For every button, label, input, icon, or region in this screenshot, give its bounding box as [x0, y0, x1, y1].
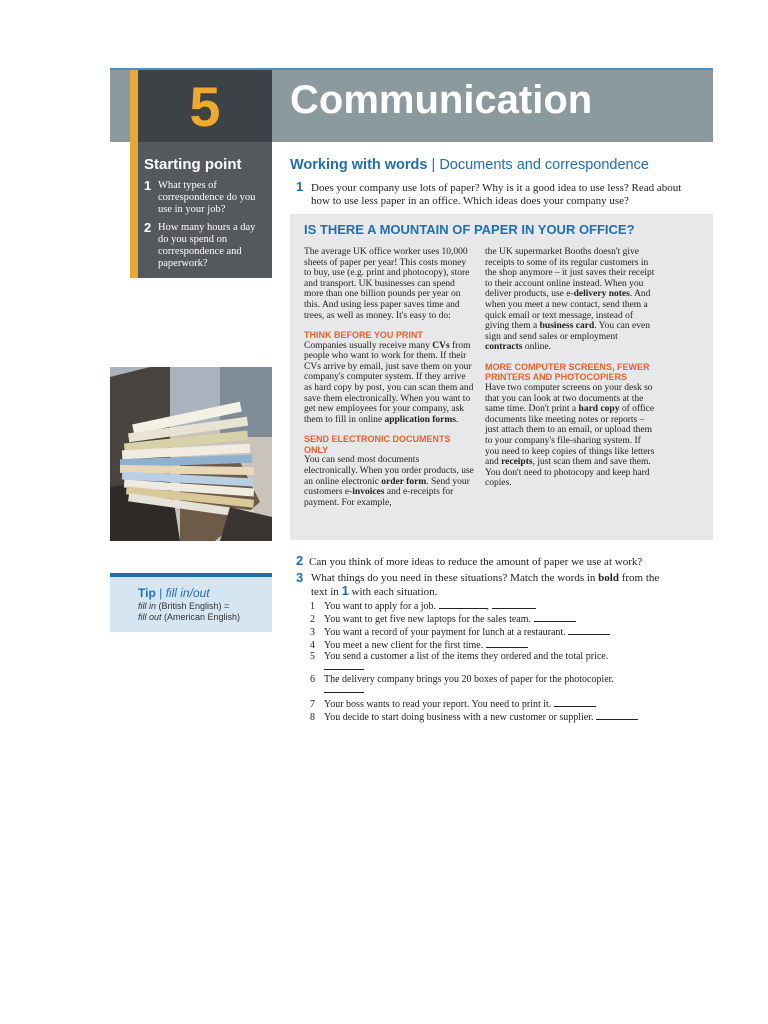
exercise-2 — [296, 553, 642, 568]
question-text: How many hours a day do you spend on correspondence and paperwork? — [158, 222, 256, 269]
article-paragraph: You can send most documents electronically. When you order products, use an online electronic order form. Send your customers e-invoices and e-receipts for payment. For example, — [304, 455, 474, 508]
exercise-reference: 1 — [341, 582, 349, 598]
article-intro: The average UK office worker uses 10,000 sheets of paper per year! This costs money to buy, use (e.g. print and photocopy), store and transport. UK businesses can spend more than one billion pounds per year on this. And using less paper saves time and trees, as well as money. It's easy to do: — [304, 247, 470, 321]
exercise-text: What things do you need in these situations? Match the words in bold from the text in 1 with each situation. — [311, 572, 660, 598]
article-heading: SEND ELECTRONIC DOCUMENTS ONLY — [304, 434, 451, 455]
tip-top-bar — [110, 573, 272, 577]
tip-title — [138, 586, 210, 600]
tip-label: Tip — [138, 586, 156, 600]
exercise-text: Does your company use lots of paper? Why is it a good idea to use less? Read about how to use less paper in an office. Which ideas does your company use? — [311, 182, 682, 207]
article-paragraph: Companies usually receive many CVs from people who want to work for them. If their CVs arrive by email, just save them on your company's computer system. If they arrive as hard copy by post, you can scan them and save them electronically. When you want to get new employees for your company, ask them to fill in online application forms. — [304, 340, 474, 425]
question-text: What types of correspondence do you use in your job? — [158, 180, 256, 215]
paper-pile-photo — [110, 367, 272, 541]
starting-point-title: Starting point — [144, 156, 242, 173]
list-item: 1 You want to apply for a job. , — [310, 599, 536, 612]
section-title-sep: | — [431, 157, 436, 173]
article-title: IS THERE A MOUNTAIN OF PAPER IN YOUR OFFICE? — [304, 222, 635, 237]
list-item: 5 You send a customer a list of the items they ordered and the total price. — [310, 651, 609, 662]
answer-blank[interactable] — [534, 612, 576, 622]
list-item: 8 You decide to start doing business with a new customer or supplier. — [310, 710, 638, 723]
tip-sep: | — [159, 586, 163, 600]
answer-blank[interactable] — [324, 660, 364, 670]
section-title-main: Working with words — [290, 157, 428, 173]
article-heading: THINK BEFORE YOU PRINT — [304, 330, 423, 341]
tip-line-2: fill out (American English) — [138, 612, 241, 622]
section-title — [290, 157, 649, 173]
exercise-1 — [296, 179, 686, 207]
section-title-sub: Documents and correspondence — [439, 157, 649, 173]
list-item: 3 You want a record of your payment for lunch at a restaurant. — [310, 625, 610, 638]
article-paragraph: the UK supermarket Booths doesn't give receipts to some of its regular customers in the shop anymore – it just saves their receipt to their account online instead. When you deliver products, use e-delivery notes. And when you meet a new contact, send them a quick email or text message, instead of giving them a business card. You can even sign and send sales or employment contracts online. — [485, 247, 655, 353]
exercise-3 — [296, 572, 676, 598]
answer-blank[interactable] — [568, 625, 610, 635]
article-heading: MORE COMPUTER SCREENS, FEWER PRINTERS AND PHOTOCOPIERS — [485, 361, 650, 383]
tip-heading: fill in/out — [165, 586, 210, 600]
tip-body — [138, 601, 240, 623]
list-item: 2 You want to get five new laptops for the sales team. — [310, 612, 576, 625]
exercise-text: Can you think of more ideas to reduce the amount of paper we use at work? — [308, 556, 643, 568]
list-item: 4 You meet a new client for the first time. — [310, 638, 528, 651]
article-column-1 — [304, 247, 474, 508]
question-number: 1 — [144, 178, 152, 193]
starting-question-2 — [144, 222, 268, 270]
answer-blank[interactable] — [324, 683, 364, 693]
article-column-2 — [485, 247, 657, 489]
exercise-number: 1 — [296, 179, 304, 194]
answer-blank[interactable] — [554, 697, 596, 707]
answer-blank[interactable] — [492, 599, 536, 609]
tip-line-1: fill in (British English) = — [138, 601, 230, 611]
unit-title: Communication — [290, 78, 593, 122]
list-item: 7 Your boss wants to read your report. You need to print it. — [310, 697, 596, 710]
answer-blank[interactable] — [486, 638, 528, 648]
accent-stripe — [130, 70, 138, 278]
answer-blank[interactable] — [439, 599, 487, 609]
list-item: 6 The delivery company brings you 20 boxes of paper for the photocopier. — [310, 674, 614, 685]
question-number: 2 — [144, 220, 152, 235]
starting-question-1 — [144, 180, 268, 216]
exercise-number: 2 — [296, 553, 304, 568]
article-paragraph: Have two computer screens on your desk so that you can look at two documents at the same time. Don't print a hard copy of office documents like meeting notes or reports – just attach them to an email, or upload them to your company's file-sharing system. If you need to keep copies of things like letters and receipts, just scan them and save them. You don't need to photocopy and keep hard copies. — [485, 382, 655, 489]
answer-blank[interactable] — [596, 710, 638, 720]
exercise-number: 3 — [296, 570, 304, 585]
unit-number: 5 — [189, 74, 221, 138]
